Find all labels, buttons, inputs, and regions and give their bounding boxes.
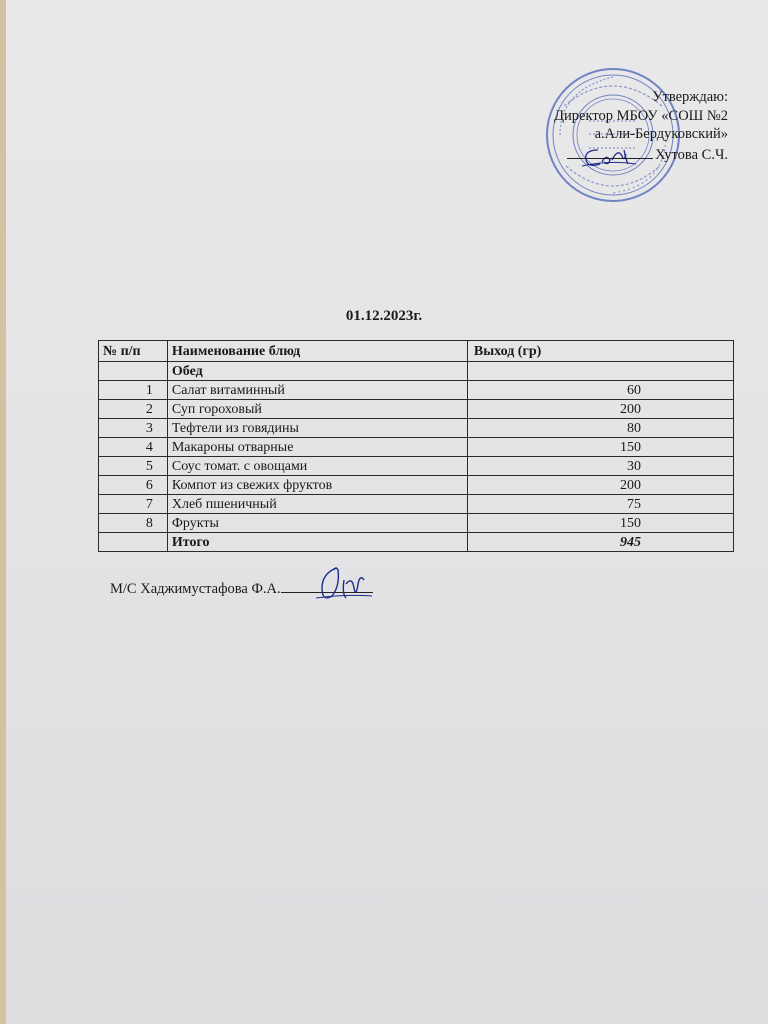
row-number: 1: [99, 381, 168, 400]
table-row: [99, 476, 734, 495]
row-output: 150: [467, 514, 733, 533]
row-number: 4: [99, 438, 168, 457]
table-row: [99, 495, 734, 514]
menu-table: [98, 340, 734, 552]
table-row: [99, 400, 734, 419]
menu-date: 01.12.2023г.: [345, 308, 423, 324]
row-dish-name: Тефтели из говядины: [167, 419, 467, 438]
section-label: Обед: [167, 362, 467, 381]
approval-position: Директор МБОУ «СОШ №2: [554, 107, 728, 124]
total-value: 945: [467, 533, 733, 552]
handwritten-signature-icon: [314, 562, 374, 606]
approval-signature-row: [554, 144, 728, 165]
approval-name: Хутова С.Ч.: [655, 146, 728, 163]
row-number: 8: [99, 514, 168, 533]
section-row: [99, 362, 734, 381]
row-dish-name: Соус томат. с овощами: [167, 457, 467, 476]
total-label: Итого: [167, 533, 467, 552]
row-number: 5: [99, 457, 168, 476]
row-dish-name: Салат витаминный: [167, 381, 467, 400]
row-output: 60: [467, 381, 733, 400]
header-dish: Наименование блюд: [167, 341, 467, 362]
row-output: 75: [467, 495, 733, 514]
row-number: 6: [99, 476, 168, 495]
row-number: 2: [99, 400, 168, 419]
row-output: 80: [467, 419, 733, 438]
paper-edge: [0, 0, 6, 1024]
nurse-name: М/С Хаджимустафова Ф.А.: [110, 581, 281, 597]
row-dish-name: Компот из свежих фруктов: [167, 476, 467, 495]
row-dish-name: Макароны отварные: [167, 438, 467, 457]
table-row: [99, 514, 734, 533]
row-output: 150: [467, 438, 733, 457]
row-dish-name: Суп гороховый: [167, 400, 467, 419]
signature-line: [567, 144, 653, 159]
row-output: 200: [467, 400, 733, 419]
table-row: [99, 438, 734, 457]
table-header-row: [99, 341, 734, 362]
row-dish-name: Хлеб пшеничный: [167, 495, 467, 514]
row-output: 200: [467, 476, 733, 495]
table-row: [99, 381, 734, 400]
header-output: Выход (гр): [467, 341, 733, 362]
header-number: № п/п: [99, 341, 168, 362]
table-row: [99, 457, 734, 476]
approval-title: Утверждаю:: [652, 89, 728, 105]
row-number: 7: [99, 495, 168, 514]
table-row: [99, 419, 734, 438]
row-dish-name: Фрукты: [167, 514, 467, 533]
row-number: 3: [99, 419, 168, 438]
total-row: [99, 533, 734, 552]
approval-block: [554, 88, 728, 164]
row-output: 30: [467, 457, 733, 476]
approval-school: а.Али-Бердуковский»: [594, 126, 728, 142]
